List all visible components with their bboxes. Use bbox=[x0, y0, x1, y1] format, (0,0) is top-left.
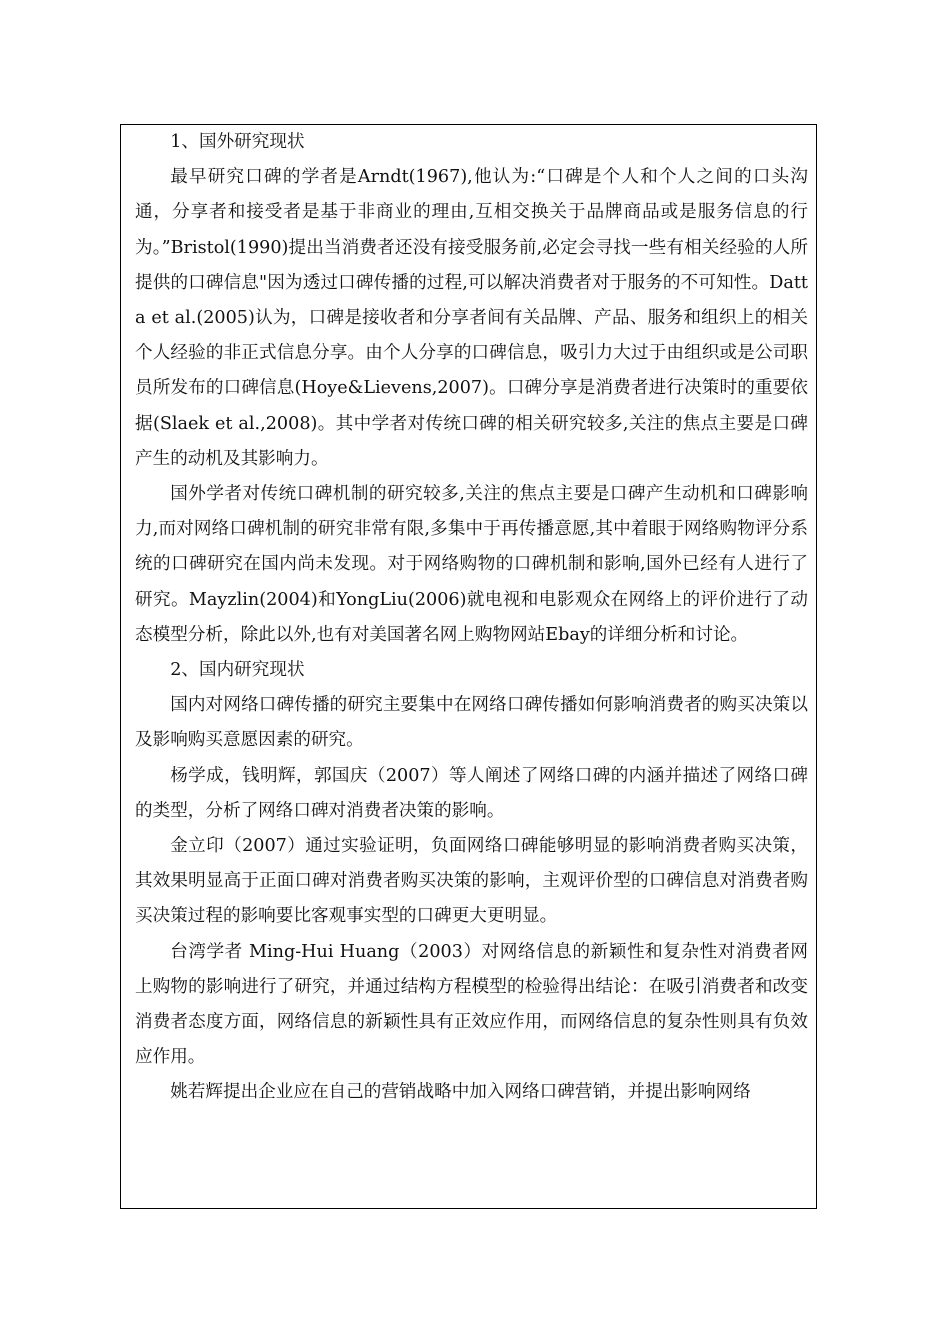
paragraph: 金立印（2007）通过实验证明，负面网络口碑能够明显的影响消费者购买决策，其效果明显高于正面口碑对消费者购买决策的影响，主观评价型的口碑信息对消费者购买决策过程的影响要比客观事实型的口碑更大更明显。 bbox=[135, 836, 808, 927]
paragraph: 国外学者对传统口碑机制的研究较多,关注的焦点主要是口碑产生动机和口碑影响力,而对网络口碑机制的研究非常有限,多集中于再传播意愿,其中着眼于网络购物评分系统的口碑研究在国内尚未发现。对于网络购物的口碑机制和影响,国外已经有人进行了研究。Mayzlin(2004)和YongLiu(2006)就电视和电影观众在网络上的评价进行了动态模型分析，除此以外,也有对美国著名网上购物网站Ebay的详细分析和讨论。 bbox=[135, 484, 808, 645]
section-heading-foreign: 1、国外研究现状 bbox=[170, 132, 305, 152]
paragraph: 台湾学者 Ming-Hui Huang（2003）对网络信息的新颖性和复杂性对消费者网上购物的影响进行了研究，并通过结构方程模型的检验得出结论：在吸引消费者和改变消费者态度方面，网络信息的新颖性具有正效应作用，而网络信息的复杂性则具有负效应作用。 bbox=[135, 941, 808, 1068]
section-heading-domestic: 2、国内研究现状 bbox=[170, 660, 305, 681]
document-body bbox=[121, 125, 816, 1111]
paragraph: 国内对网络口碑传播的研究主要集中在网络口碑传播如何影响消费者的购买决策以及影响购买意愿因素的研究。 bbox=[135, 695, 808, 751]
paragraph: 杨学成，钱明辉，郭国庆（2007）等人阐述了网络口碑的内涵并描述了网络口碑的类型，分析了网络口碑对消费者决策的影响。 bbox=[135, 765, 808, 821]
document-table-cell bbox=[120, 124, 817, 1209]
paragraph: 姚若辉提出企业应在自己的营销战略中加入网络口碑营销，并提出影响网络 bbox=[170, 1082, 751, 1103]
paragraph: 最早研究口碑的学者是Arndt(1967),他认为:“口碑是个人和个人之间的口头沟通，分享者和接受者是基于非商业的理由,互相交换关于品牌商品或是服务信息的行为。”Bristol(1990)提出当消费者还没有接受服务前,必定会寻找一些有相关经验的人所提供的口碑信息"因为透过口碑传播的过程,可以解决消费者对于服务的不可知性。Datta et al.(2005)认为，口碑是接收者和分享者间有关品牌、产品、服务和组织上的相关个人经验的非正式信息分享。由个人分享的口碑信息，吸引力大过于由组织或是公司职员所发布的口碑信息(Hoye&Lievens,2007)。口碑分享是消费者进行决策时的重要依据(Slaek et al.,2008)。其中学者对传统口碑的相关研究较多,关注的焦点主要是口碑产生的动机及其影响力。 bbox=[135, 167, 808, 469]
